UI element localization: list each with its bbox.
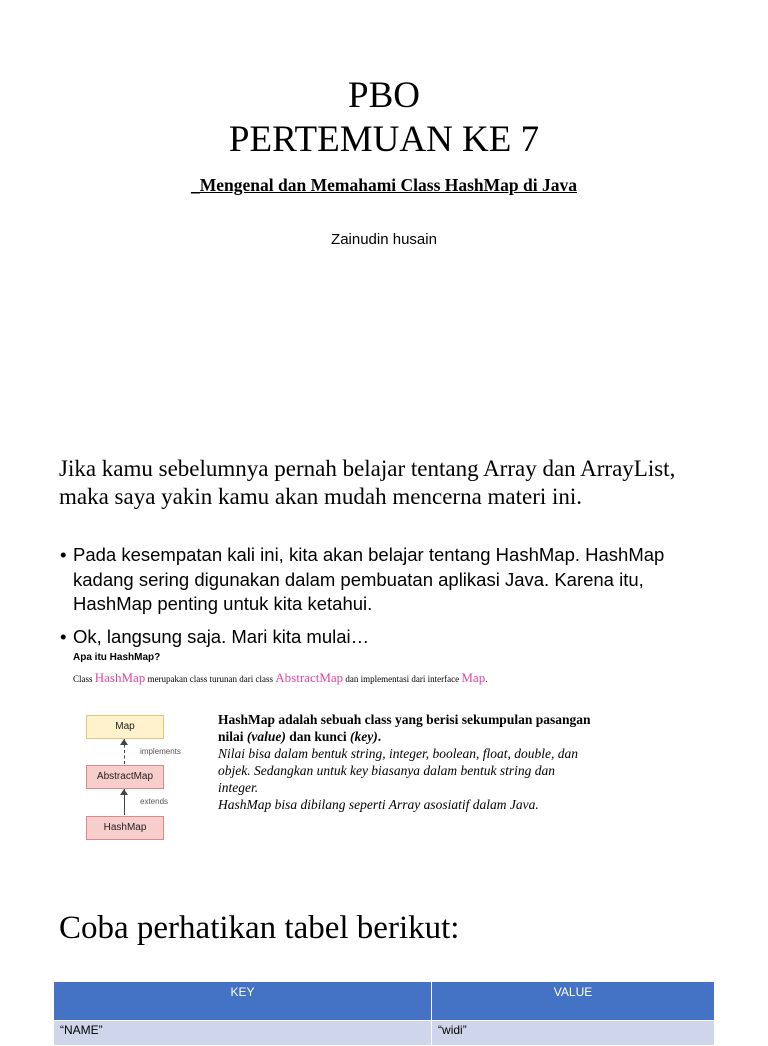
table-header-row — [54, 982, 715, 1021]
header-key: KEY — [54, 982, 432, 1021]
class-description — [73, 667, 543, 690]
key-value-table — [53, 981, 715, 1046]
arrow-head — [120, 789, 128, 795]
text-part: merupakan class turunan dari class — [145, 674, 276, 684]
title-line-1: PBO — [348, 75, 420, 116]
section-heading: Apa itu HashMap? — [73, 652, 161, 663]
text-part: dan implementasi dari interface — [343, 674, 462, 684]
bullet-dot: • — [60, 544, 67, 565]
diagram-box-abstractmap: AbstractMap — [86, 765, 164, 789]
bullet-text: Ok, langsung saja. Mari kita mulai… — [73, 626, 370, 647]
title-line-2: PERTEMUAN KE 7 — [228, 119, 540, 160]
diagram-label-implements: implements — [140, 747, 181, 756]
keyword-abstractmap: AbstractMap — [275, 670, 344, 685]
keyword-map: Map — [461, 670, 486, 685]
hashmap-description — [218, 711, 598, 813]
class-hierarchy-diagram — [80, 708, 180, 848]
description-bold: HashMap adalah sebuah class yang berisi sekumpulan pasangan nilai (value) dan kunci (key). — [218, 712, 591, 744]
diagram-box-hashmap: HashMap — [86, 816, 164, 840]
table-heading: Coba perhatikan tabel berikut: — [59, 910, 460, 946]
description-italic-1: Nilai bisa dalam bentuk string, integer, boolean, float, double, dan objek. Sedangkan untuk key biasanya dalam bentuk string dan integer. — [218, 746, 578, 795]
bullet-item — [60, 625, 720, 650]
description-italic-2: HashMap bisa dibilang seperti Array asosiatif dalam Java. — [218, 797, 539, 812]
bullet-text: Pada kesempatan kali ini, kita akan belajar tentang HashMap. HashMap kadang sering digunakan dalam pembuatan aplikasi Java. Karena itu, HashMap penting untuk kita ketahui. — [73, 544, 665, 614]
text-part: . — [485, 674, 488, 684]
diagram-label-extends: extends — [140, 797, 169, 806]
header-value: VALUE — [432, 982, 715, 1021]
bullet-item — [60, 543, 720, 617]
cell-value: “widi” — [432, 1021, 715, 1046]
keyword-hashmap: HashMap — [94, 670, 146, 685]
table-row — [54, 1021, 715, 1046]
intro-text: Jika kamu sebelumnya pernah belajar tentang Array dan ArrayList, maka saya yakin kamu akan mudah mencerna materi ini. — [59, 456, 676, 509]
author: Zainudin husain — [331, 231, 437, 248]
text-part: Class — [73, 674, 95, 684]
bullet-dot: • — [60, 626, 67, 647]
subtitle: _Mengenal dan Memahami Class HashMap di Java — [191, 175, 577, 195]
cell-key: “NAME” — [54, 1021, 432, 1046]
diagram-box-map: Map — [86, 715, 164, 739]
arrow-head — [120, 739, 128, 745]
